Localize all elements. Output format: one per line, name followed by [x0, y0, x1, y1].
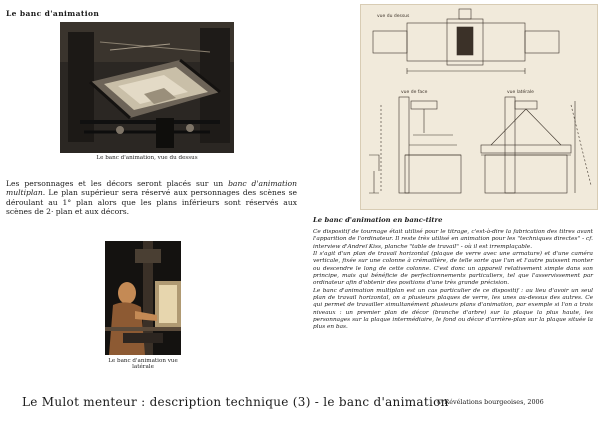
stand-blueprint [361, 5, 597, 209]
section-title: Le banc d'animation en banc-titre [313, 216, 443, 224]
drawing-label-side: vue latérale [507, 90, 534, 95]
drawing-label-front: vue de face [401, 90, 428, 95]
intro-text-before: Les personnages et les décors seront placés sur un [6, 179, 229, 188]
photo-front-caption: Le banc d'animation, vue du dessus [96, 155, 198, 161]
technical-drawing [360, 4, 598, 210]
footer-title: Le Mulot menteur : description technique (3) - le banc d'animation [22, 395, 449, 409]
intro-emphasis: banc d'animation multiplan [6, 179, 297, 198]
section-paragraph: Ce dispositif de tournage était utilisé pour le titrage, c'est-à-dire la fabrication des titres avant l'apparition de l'ordinateur. Il reste très utilisé en animation pour les "techniques directes" - cf. interview d'Andreï Kiss, planche "table de travail" - où il est irremplaçable. [313, 229, 593, 250]
animation-stand-photo [60, 22, 234, 153]
photo-side [105, 241, 181, 355]
page-heading: Le banc d'animation [6, 9, 100, 18]
intro-paragraph [6, 179, 297, 217]
section-body [313, 229, 593, 332]
drawing-label-top: vue du dessus [377, 14, 410, 19]
section-paragraph: Le banc d'animation multiplan est un cas particulier de ce dispositif : au lieu d'avoir un seul plan de travail horizontal, on a plusieurs plaques de verre, les unes au-dessus des autres. Ce qui permet de travailler simultanément plusieurs plans d'animation, par exemple si l'on a trois niveaux : un premier plan de décor (branche d'arbre) sur la plaque la plus haute, les personnages sur la plaque intermédiaire, le fond ou décor d'arrière-plan sur la plaque située la plus en bas. [313, 287, 593, 331]
photo-side-caption: Le banc d'animation vue latérale [108, 358, 178, 370]
operator-photo [105, 241, 181, 355]
section-paragraph: Il s'agit d'un plan de travail horizontal (plaque de verre avec une armature) et d'une caméra verticale, fixée sur une colonne à crémaillère, de telle sorte que l'un et l'autre puissent monter ou descendre le long de cette colonne. C'est donc un appareil relativement simple dans son principe, mais qui bénéficie de perfectionnements particuliers, tel que l'asservissement par ordinateur afin d'obtenir des positions d'une très grande précision. [313, 251, 593, 287]
footer-credit: © Révélations bourgeoises, 2006 [436, 398, 544, 406]
intro-text-after: . Le plan supérieur sera réservé aux personnages des scènes se déroulant au 1° plan alors que les plans inférieurs sont réservés aux scènes de 2· plan et aux décors. [6, 188, 297, 217]
photo-front [60, 22, 234, 153]
